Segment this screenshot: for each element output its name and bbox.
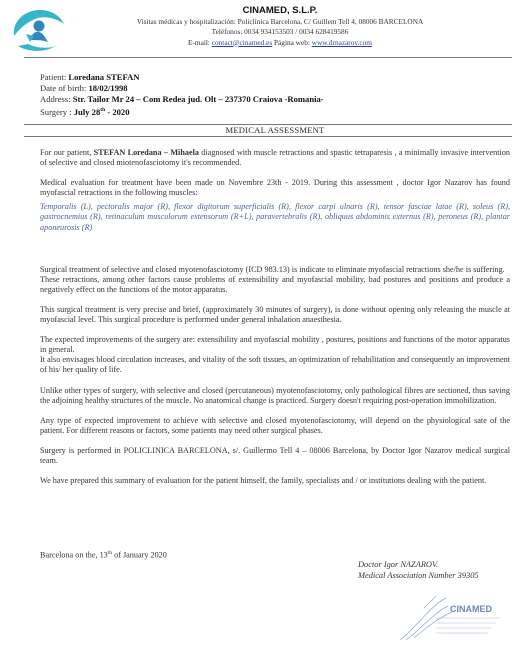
surgery-type-paragraph: Unlike other types of surgery, with selective and closed (percutaneous) myotenofasciotomy, only pathological fibres are sectioned, thus saving the adjoining healthy structures of the muscle. No anatomical change is practiced. Surgery doesn't requiring post-operation immobilization. — [40, 385, 510, 405]
stamp-text: CINAMED — [450, 604, 492, 614]
association-number: Medical Association Number 39305 — [358, 571, 479, 580]
signature-block — [358, 559, 479, 581]
retractions-paragraph: These retractions, among other factors cause problems of extensibility and myofascial mobility, bad postures and positions and produce a negatively effect on the functions of the motor apparatus. — [40, 274, 510, 294]
address-row: Address: Str. Tailor Mr 24 – Com Redea jud. Olt – 237370 Craiova -Romania- — [40, 94, 324, 104]
dob-value: 18/02/1998 — [88, 83, 128, 93]
procedure-paragraph: This surgical treatment is very precise and brief, (approximately 30 minutes of surgery), is done without opening only releasing the muscle at myofascial level. This surgical procedure is performed under general inhalation anaesthesia. — [40, 304, 510, 325]
expectation-paragraph: Any type of expected improvement to achieve with selective and closed myotenofasciotomy, will depend on the physiological sate of the patient. For different reasons or factors, some patients may need other surgical phases. — [40, 415, 510, 435]
header-divider — [24, 57, 512, 58]
location-paragraph: Surgery is performed in POLICLINICA BARCELONA, s/. Guillermo Tell 4 – 08006 Barcelona, by Doctor Igor Nazarov medical surgical team. — [40, 445, 510, 465]
letterhead — [100, 6, 460, 48]
circulation-paragraph: It also envisages blood circulation increases, and vitality of the soft tissues, an optimization of rehabilitation and consequently an improvement of his/ her quality of life. — [40, 355, 510, 375]
clinic-stamp — [396, 588, 508, 644]
intro-paragraph: For our patient, STEFAN Loredana – Mihaela diagnosed with muscle retractions and spastic tetraparesis , a minimally invasive intervention of selective and closed miotenofasciotomy it's recommended. — [40, 148, 510, 168]
patient-name-row: Patient: Loredana STEFAN — [40, 72, 140, 82]
improvements-paragraph: The expected improvements of the surgery are: extensibility and myofascial mobility , postures, positions and functions of the motor apparatus in general. — [40, 335, 510, 355]
title-rule-bottom — [24, 136, 512, 137]
surgery-row: Surgery : July 28th - 2020 — [40, 106, 130, 117]
contact-line: E-mail: contact@cinamed.es Página web: www.drnazarov.com — [188, 37, 372, 47]
summary-paragraph: We have prepared this summary of evaluation for the patient himself, the family, specialists and / or institutions dealing with the patient. — [40, 476, 487, 486]
surgery-date: July 28th - 2020 — [73, 106, 130, 117]
company-name: CINAMED, S.L.P. — [242, 5, 318, 16]
document-title: MEDICAL ASSESSMENT — [225, 125, 325, 135]
treatment-paragraph: Surgical treatment of selective and closed myotenofasciotomy (ICD 983.13) is indicate to eliminate myofascial retractions she/he is suffering. — [40, 264, 505, 274]
address-value: Str. Tailor Mr 24 – Com Redea jud. Olt – 237370 Craiova -Romania- — [72, 94, 324, 104]
dob-row: Date of birth: 18/02/1998 — [40, 83, 128, 93]
doctor-name: Doctor Igor NAZAROV. — [358, 560, 439, 569]
patient-full-name: STEFAN Loredana – Mihaela — [93, 148, 199, 157]
email-link[interactable]: contact@cinamed.es — [211, 37, 273, 47]
phone-numbers: Teléfonos: 0034 934153503 / 0034 628419586 — [211, 27, 349, 36]
patient-name: Loredana STEFAN — [68, 72, 140, 82]
cinamed-logo — [10, 6, 68, 54]
muscle-list: Temporalis (L), pectoralis major (R), flexor digitorum superficialis (R), flexor carpi ulnaris (R), tensor fasciae latae (R), soleus (R), gastrocnemius (R), retinaculum musculorum extensorum (R+L), paravertebralis (R), obliquus abdominis externus (R), peroneus (R), plantar aponeurosis (R) — [40, 202, 510, 232]
issue-date: Barcelona on the, 13th of January 2020 — [40, 550, 167, 560]
visits-address: Visitas médicas y hospitalización: Policlínica Barcelona, C/ Guillem Tell 4, 08006 BARCELONA — [136, 16, 424, 26]
patient-info — [40, 72, 324, 118]
website-link[interactable]: www.drnazarov.com — [311, 37, 372, 47]
evaluation-paragraph: Medical evaluation for treatment have been made on Novembre 23th - 2019. During this assessment , doctor Igor Nazarov has found myofascial retractions in the following muscles: — [40, 178, 510, 198]
assessment-body — [40, 148, 510, 486]
